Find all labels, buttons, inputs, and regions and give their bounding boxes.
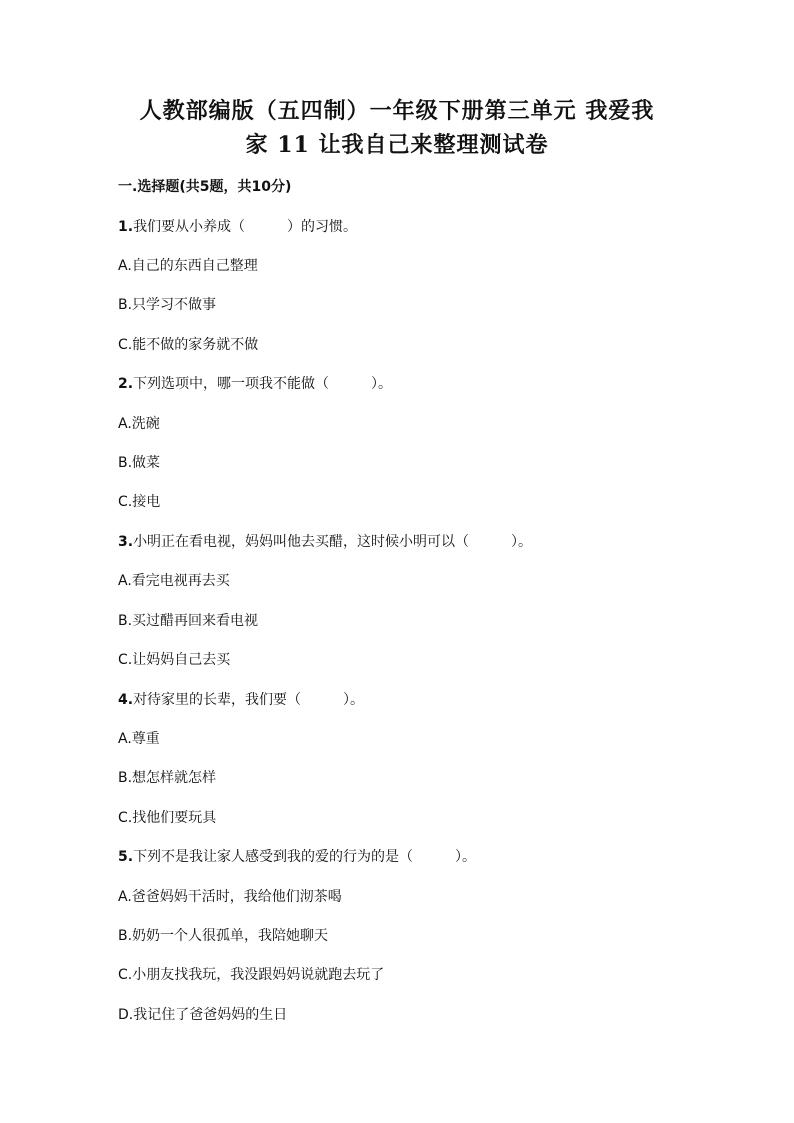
question-text: 我们要从小养成（ ）的习惯。 bbox=[133, 219, 358, 235]
option-3c: C.让妈妈自己去买 bbox=[118, 652, 231, 668]
question-text: 对待家里的长辈，我们要（ ）。 bbox=[133, 692, 365, 708]
option-3a: A.看完电视再去买 bbox=[118, 573, 230, 589]
question-text: 下列选项中，哪一项我不能做（ ）。 bbox=[133, 376, 393, 392]
question-4 bbox=[118, 690, 364, 710]
option-4a: A.尊重 bbox=[118, 731, 160, 747]
option-5c: C.小朋友找我玩，我没跟妈妈说就跑去玩了 bbox=[118, 967, 385, 983]
question-text: 下列不是我让家人感受到我的爱的行为的是（ ）。 bbox=[133, 849, 477, 865]
question-3 bbox=[118, 532, 532, 552]
question-text: 小明正在看电视，妈妈叫他去买醋，这时候小明可以（ ）。 bbox=[133, 534, 533, 550]
question-number: 2. bbox=[118, 376, 134, 392]
option-5b: B.奶奶一个人很孤单，我陪她聊天 bbox=[118, 928, 329, 944]
section-heading: 一.选择题(共5题，共10分) bbox=[118, 179, 292, 195]
question-5 bbox=[118, 847, 476, 867]
question-1 bbox=[118, 217, 357, 237]
option-4c: C.找他们要玩具 bbox=[118, 810, 217, 826]
option-1c: C.能不做的家务就不做 bbox=[118, 337, 259, 353]
question-number: 4. bbox=[118, 692, 134, 708]
question-number: 3. bbox=[118, 534, 134, 550]
option-2b: B.做菜 bbox=[118, 455, 161, 471]
question-number: 5. bbox=[118, 849, 134, 865]
question-2 bbox=[118, 374, 392, 394]
option-2a: A.洗碗 bbox=[118, 416, 160, 432]
page-title-line-1: 人教部编版（五四制）一年级下册第三单元 我爱我 bbox=[139, 98, 655, 124]
option-4b: B.想怎样就怎样 bbox=[118, 770, 217, 786]
option-3b: B.买过醋再回来看电视 bbox=[118, 613, 259, 629]
option-1b: B.只学习不做事 bbox=[118, 297, 217, 313]
option-5a: A.爸爸妈妈干活时，我给他们沏茶喝 bbox=[118, 889, 342, 905]
option-1a: A.自己的东西自己整理 bbox=[118, 258, 258, 274]
page-title-line-2: 家 11 让我自己来整理测试卷 bbox=[245, 132, 549, 158]
question-number: 1. bbox=[118, 219, 134, 235]
option-5d: D.我记住了爸爸妈妈的生日 bbox=[118, 1007, 288, 1023]
option-2c: C.接电 bbox=[118, 494, 161, 510]
